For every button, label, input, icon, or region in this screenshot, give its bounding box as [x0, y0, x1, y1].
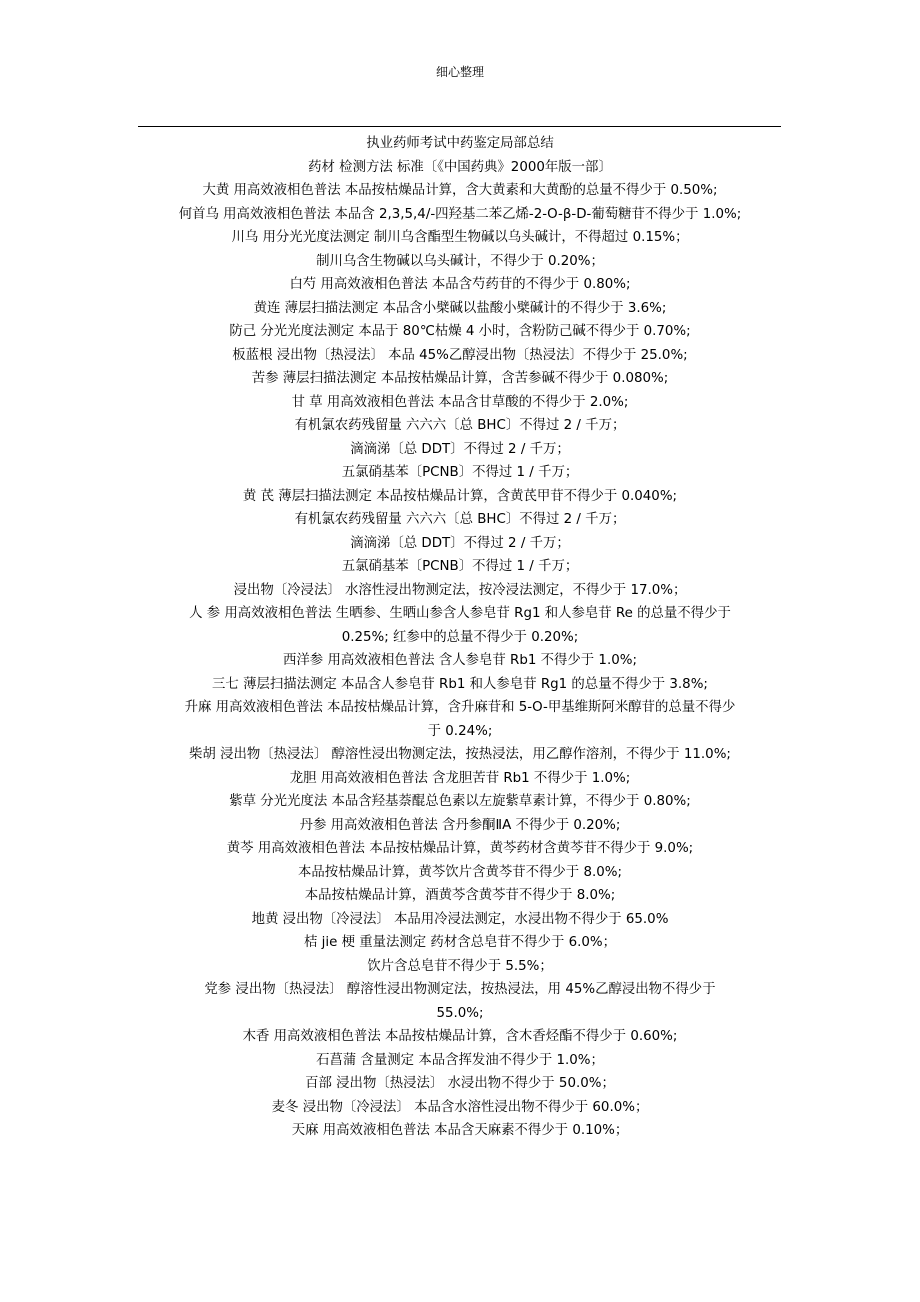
text-line: 柴胡 浸出物〔热浸法〕 醇溶性浸出物测定法，按热浸法，用乙醇作溶剂，不得少于 11.0%; [189, 747, 731, 762]
text-line: 天麻 用高效液相色普法 本品含天麻素不得少于 0.10%； [291, 1123, 629, 1138]
text-line: 龙胆 用高效液相色普法 含龙胆苦苷 Rb1 不得少于 1.0%; [289, 770, 631, 786]
text-line: 木香 用高效液相色普法 本品按枯燥品计算，含木香烃酯不得少于 0.60%; [242, 1029, 678, 1044]
text-line: 于 0.24%; [427, 723, 493, 739]
text-line: 大黄 用高效液相色普法 本品按枯燥品计算，含大黄素和大黄酚的总量不得少于 0.50%; [202, 183, 718, 198]
text-line: 黄连 薄层扫描法测定 本品含小檗碱以盐酸小檗碱计的不得少于 3.6%; [253, 300, 667, 316]
text-line: 制川乌含生物碱以乌头碱计，不得少于 0.20%； [316, 253, 604, 269]
text-line: 滴滴涕〔总 DDT〕不得过 2 / 千万； [350, 441, 570, 457]
text-line: 百部 浸出物〔热浸法〕 水浸出物不得少于 50.0%； [305, 1076, 615, 1091]
text-line: 防己 分光光度法测定 本品于 80℃枯燥 4 小时，含粉防己碱不得少于 0.70%; [229, 324, 691, 339]
document-subtitle: 药材 检测方法 标准〔《中国药典》2000年版一部〕 [308, 159, 612, 175]
text-line: 川乌 用分光光度法测定 制川乌含酯型生物碱以乌头碱计，不得超过 0.15%； [231, 230, 689, 245]
text-line: 苦参 薄层扫描法测定 本品按枯燥品计算，含苦参碱不得少于 0.080%; [251, 371, 669, 386]
text-line: 西洋参 用高效液相色普法 含人参皂苷 Rb1 不得少于 1.0%; [283, 653, 637, 668]
text-line: 有机氯农药残留量 六六六〔总 BHC〕不得过 2 / 千万； [294, 512, 626, 527]
text-line: 桔 jie 梗 重量法测定 药材含总皂苷不得少于 6.0%； [303, 935, 616, 950]
text-line: 有机氯农药残留量 六六六〔总 BHC〕不得过 2 / 千万； [294, 418, 626, 433]
text-line: 五氯硝基苯〔PCNB〕不得过 1 / 千万； [341, 559, 579, 574]
text-line: 五氯硝基苯〔PCNB〕不得过 1 / 千万； [341, 465, 579, 480]
header-rule [138, 126, 781, 127]
page-header [0, 64, 920, 80]
header-text: 细心整理 [435, 65, 484, 79]
text-line: 饮片含总皂苷不得少于 5.5%； [367, 958, 553, 974]
text-line: 甘 草 用高效液相色普法 本品含甘草酸的不得少于 2.0%; [291, 394, 629, 410]
text-line: 本品按枯燥品计算，黄芩饮片含黄芩苷不得少于 8.0%; [298, 864, 622, 880]
text-line: 黄 芪 薄层扫描法测定 本品按枯燥品计算，含黄芪甲苷不得少于 0.040%; [242, 488, 678, 504]
text-line: 黄芩 用高效液相色普法 本品按枯燥品计算，黄芩药材含黄芩苷不得少于 9.0%; [226, 841, 694, 856]
text-line: 紫草 分光光度法 本品含羟基萘醌总色素以左旋紫草素计算，不得少于 0.80%; [229, 794, 691, 809]
text-line: 白芍 用高效液相色普法 本品含芍药苷的不得少于 0.80%; [289, 277, 631, 292]
text-line: 三七 薄层扫描法测定 本品含人参皂苷 Rb1 和人参皂苷 Rg1 的总量不得少于 3.8%; [212, 676, 708, 692]
text-line: 党参 浸出物〔热浸法〕 醇溶性浸出物测定法，按热浸法，用 45%乙醇浸出物不得少于 [204, 982, 716, 997]
text-line: 本品按枯燥品计算，酒黄芩含黄芩苷不得少于 8.0%; [304, 888, 616, 903]
text-line: 麦冬 浸出物〔冷浸法〕 本品含水溶性浸出物不得少于 60.0%； [271, 1099, 649, 1115]
text-line: 何首乌 用高效液相色普法 本品含 2,3,5,4/-四羟基二苯乙烯-2-O-β-D-葡萄糖苷不得少于 1.0%; [178, 206, 742, 222]
text-line: 55.0%; [436, 1005, 484, 1021]
text-line: 板蓝根 浸出物〔热浸法〕 本品 45%乙醇浸出物〔热浸法〕不得少于 25.0%; [232, 347, 688, 363]
text-line: 滴滴涕〔总 DDT〕不得过 2 / 千万； [350, 535, 570, 551]
text-line: 0.25%; 红参中的总量不得少于 0.20%; [341, 629, 579, 645]
text-line: 地黄 浸出物〔冷浸法〕 本品用冷浸法测定，水浸出物不得少于 65.0% [251, 911, 669, 927]
text-line: 人 参 用高效液相色普法 生晒参、生晒山参含人参皂苷 Rg1 和人参皂苷 Re 的总量不得少于 [189, 606, 731, 621]
text-line: 浸出物〔冷浸法〕 水溶性浸出物测定法，按冷浸法测定，不得少于 17.0%； [233, 582, 687, 598]
text-line: 石菖蒲 含量测定 本品含挥发油不得少于 1.0%； [316, 1052, 604, 1068]
document-title: 执业药师考试中药鉴定局部总结 [366, 136, 554, 151]
text-line: 丹参 用高效液相色普法 含丹参酮ⅡA 不得少于 0.20%; [299, 817, 621, 833]
document-body [130, 132, 790, 1143]
text-line: 升麻 用高效液相色普法 本品按枯燥品计算，含升麻苷和 5-O-甲基维斯阿米醇苷的总量不得少 [184, 700, 736, 715]
